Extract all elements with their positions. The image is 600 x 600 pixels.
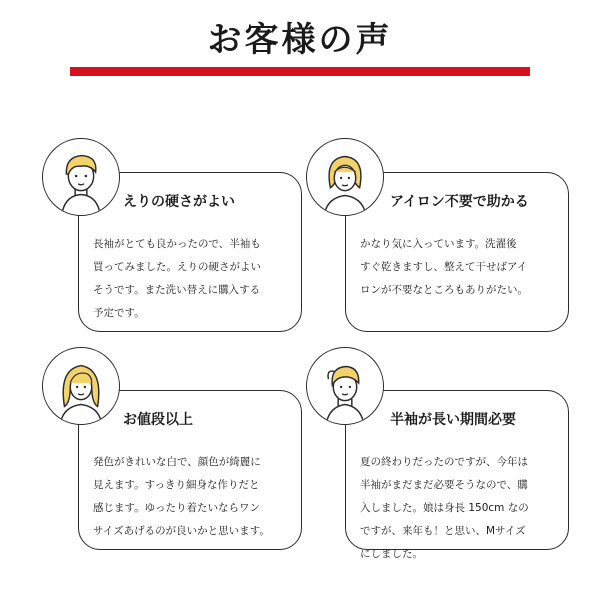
- bob-hair-woman-icon: [306, 138, 384, 216]
- review-body: 長袖がとても良かったので、半袖も 買ってみました。えりの硬さがよい そうです。また洗い替えに購入する 予定です。: [93, 238, 261, 319]
- short-hair-person-icon: [42, 138, 120, 216]
- title-underline: [70, 67, 530, 76]
- review-heading: えりの硬さがよい: [123, 194, 235, 210]
- review-card-3: [78, 390, 302, 550]
- review-heading: アイロン不要で助かる: [390, 194, 529, 210]
- ponytail-girl-icon: [306, 347, 384, 425]
- review-heading: 半袖が長い期間必要: [390, 412, 516, 428]
- page-title: お客様の声: [207, 20, 393, 60]
- review-body: 発色がきれいな白で、顔色が綺麗に 見えます。すっきり細身な作りだと 感じます。ゆったり着たいならワン サイズあげるのが良いかと思います。: [93, 456, 270, 537]
- review-heading: お値段以上: [123, 412, 193, 428]
- review-body: 夏の終わりだったのですが、今年は 半袖がまだまだ必要そうなので、購 入しました。娘は身長 150cm なの ですが、来年も！と思い、Mサイズ にしました。: [360, 456, 529, 560]
- long-hair-woman-icon: [42, 347, 120, 425]
- review-card-4: [345, 390, 569, 560]
- review-body: かなり気に入っています。洗濯後 すぐ乾きますし、整えて干せばアイ ロンが不要なところもありがたい。: [360, 238, 528, 296]
